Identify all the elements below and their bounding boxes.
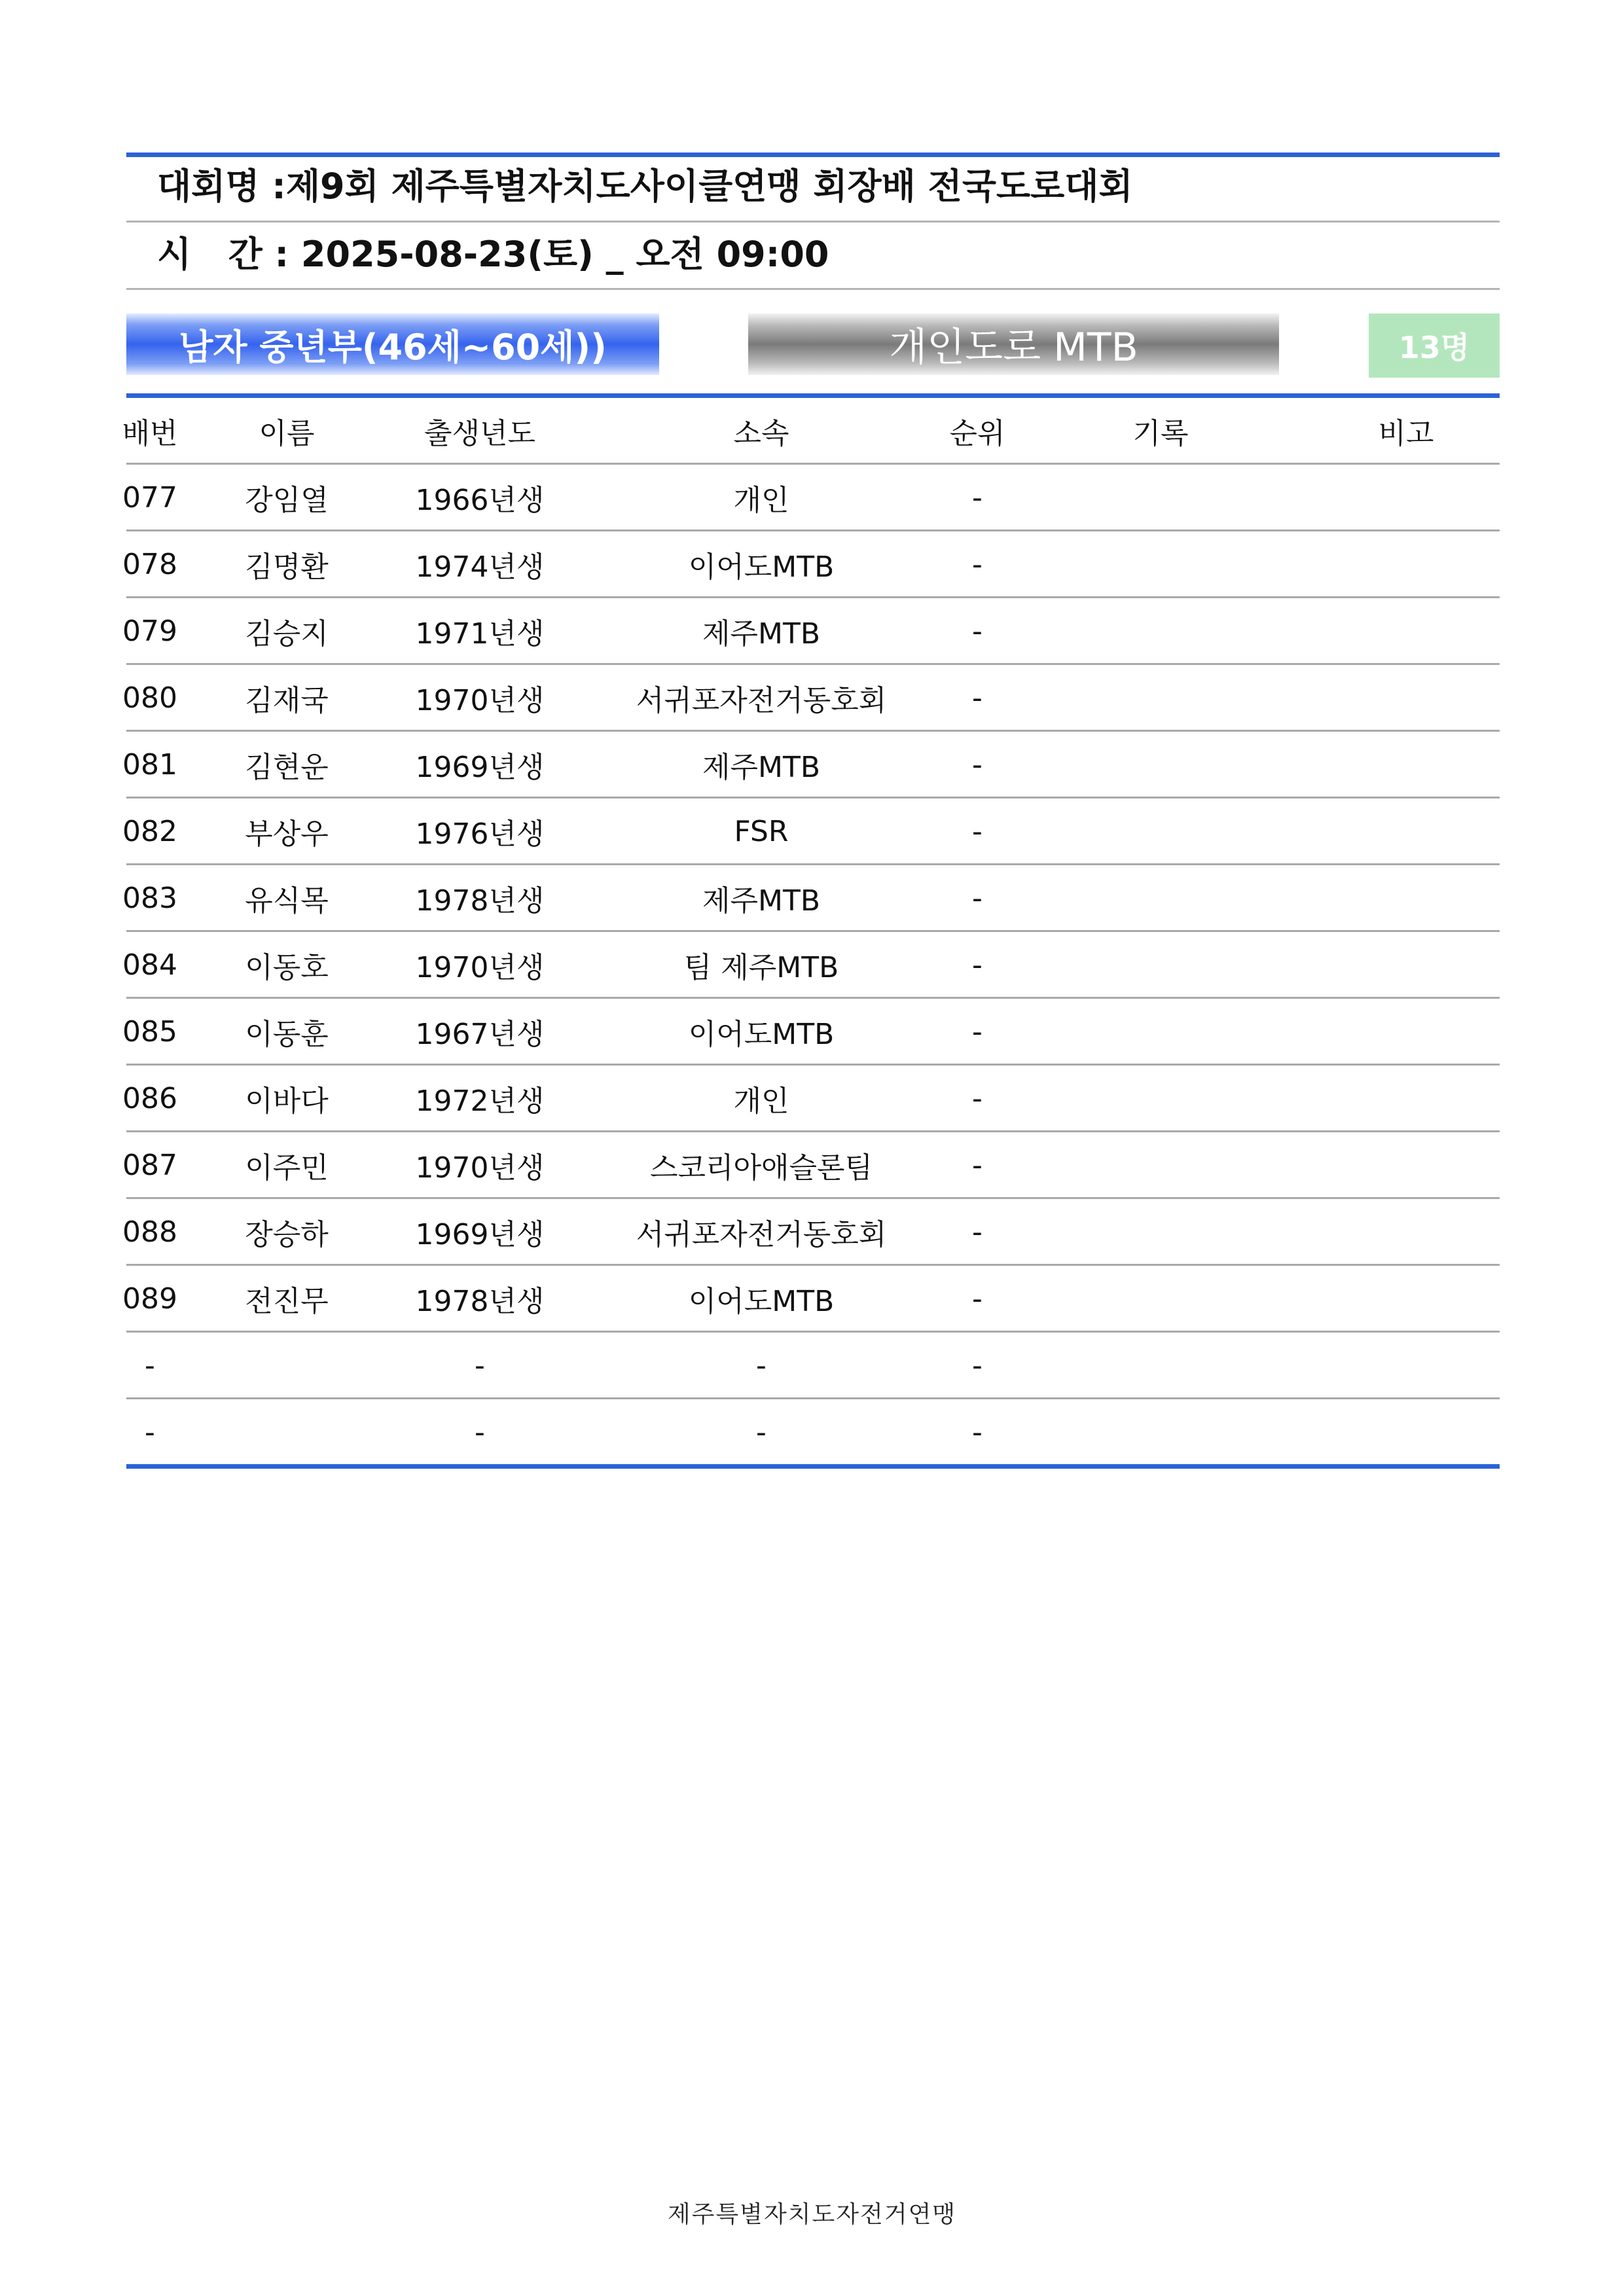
cell-record xyxy=(1121,1066,1200,1131)
cell-birth: - xyxy=(475,1348,485,1382)
cell-birth: 1970년생 xyxy=(415,684,545,717)
table-row xyxy=(122,732,1500,798)
col-header-record: 기록 xyxy=(1132,417,1189,450)
cell-birth: 1967년생 xyxy=(415,1018,545,1051)
cell-note xyxy=(1370,865,1442,931)
cell-bib: 087 xyxy=(122,1148,177,1182)
cell-record xyxy=(1121,598,1200,664)
event-type-banner xyxy=(748,314,1279,375)
cell-rank: - xyxy=(972,1014,983,1049)
event-title-line xyxy=(157,166,1133,207)
cell-name: 김승지 xyxy=(245,617,329,651)
cell-name xyxy=(234,1333,339,1398)
cell-birth: 1974년생 xyxy=(415,550,545,584)
cell-record xyxy=(1121,999,1200,1064)
cell-rank: - xyxy=(972,881,983,915)
cell-team: - xyxy=(756,1415,767,1449)
title-divider xyxy=(126,221,1500,223)
cell-team: 개인 xyxy=(733,484,789,517)
cell-rank: - xyxy=(972,1148,983,1182)
table-row xyxy=(122,1066,1500,1132)
event-name: 제9회 제주특별자치도사이클연맹 회장배 전국도로대회 xyxy=(285,166,1133,207)
col-header-name: 이름 xyxy=(259,417,315,450)
cell-team: 서귀포자전거동호회 xyxy=(636,684,887,717)
col-header-note: 비고 xyxy=(1378,417,1434,450)
cell-rank: - xyxy=(972,1215,983,1249)
cell-birth: 1966년생 xyxy=(415,484,545,517)
division-banner xyxy=(126,314,659,375)
cell-record xyxy=(1121,665,1200,730)
cell-record xyxy=(1121,531,1200,597)
time-line xyxy=(157,234,829,275)
cell-note xyxy=(1370,798,1442,864)
cell-birth: 1969년생 xyxy=(415,1218,545,1251)
cell-record xyxy=(1121,932,1200,997)
col-header-bib: 배번 xyxy=(122,417,178,450)
table-row xyxy=(122,865,1500,932)
cell-bib: 089 xyxy=(122,1282,177,1316)
cell-record xyxy=(1121,1132,1200,1198)
cell-name: 이주민 xyxy=(245,1151,329,1185)
cell-note xyxy=(1370,465,1442,530)
cell-bib: 079 xyxy=(122,614,177,648)
cell-name: 이바다 xyxy=(245,1085,329,1118)
cell-team: 제주MTB xyxy=(702,751,821,784)
cell-record xyxy=(1121,1333,1200,1398)
cell-bib: 083 xyxy=(122,881,177,915)
cell-bib: 078 xyxy=(122,547,177,581)
cell-record xyxy=(1121,732,1200,797)
cell-bib: 080 xyxy=(122,681,177,715)
cell-name: 김현운 xyxy=(245,751,329,784)
cell-name: 김명환 xyxy=(245,550,329,584)
cell-birth: 1970년생 xyxy=(415,951,545,984)
cell-rank: - xyxy=(972,747,983,781)
cell-rank: - xyxy=(972,614,983,648)
cell-name: 유식목 xyxy=(245,884,329,918)
cell-record xyxy=(1121,1266,1200,1331)
cell-rank: - xyxy=(972,1415,983,1449)
table-row xyxy=(122,1199,1500,1266)
table-row xyxy=(126,1399,1500,1466)
cell-note xyxy=(1370,1399,1442,1465)
cell-birth: 1972년생 xyxy=(415,1085,545,1118)
cell-name: 이동훈 xyxy=(245,1018,329,1051)
cell-team: 이어도MTB xyxy=(688,1018,835,1051)
cell-note xyxy=(1370,531,1442,597)
time-divider xyxy=(126,288,1500,290)
top-blue-rule xyxy=(126,152,1500,157)
participant-count: 13명 xyxy=(1398,330,1470,365)
cell-team: FSR xyxy=(734,814,789,848)
col-header-team: 소속 xyxy=(733,417,789,450)
footer-organization: 제주특별자치도자전거연맹 xyxy=(667,2201,957,2228)
cell-rank: - xyxy=(972,480,983,514)
cell-team: 이어도MTB xyxy=(688,1285,835,1318)
cell-record xyxy=(1121,1199,1200,1265)
time-label: 시 간 : xyxy=(157,234,301,275)
cell-birth: - xyxy=(475,1415,485,1449)
cell-bib: 081 xyxy=(122,747,177,781)
cell-team: 스코리아애슬론팀 xyxy=(649,1151,873,1185)
cell-note xyxy=(1370,999,1442,1064)
cell-name: 강임열 xyxy=(245,484,329,517)
cell-note xyxy=(1370,932,1442,997)
cell-note xyxy=(1370,665,1442,730)
cell-rank: - xyxy=(972,1081,983,1115)
cell-name: 전진무 xyxy=(245,1285,329,1318)
cell-birth: 1976년생 xyxy=(415,817,545,851)
cell-name: 이동호 xyxy=(245,951,329,984)
table-row xyxy=(122,465,1500,531)
cell-record xyxy=(1121,1399,1200,1465)
cell-rank: - xyxy=(972,814,983,848)
table-row xyxy=(122,531,1500,598)
table-row xyxy=(122,999,1500,1066)
cell-bib: - xyxy=(145,1348,155,1382)
cell-note xyxy=(1370,1333,1442,1398)
event-label: 대회명 : xyxy=(157,166,286,207)
col-header-birth: 출생년도 xyxy=(424,417,535,450)
table-row xyxy=(126,1333,1500,1399)
cell-birth: 1970년생 xyxy=(415,1151,545,1185)
cell-birth: 1978년생 xyxy=(415,1285,545,1318)
cell-rank: - xyxy=(972,547,983,581)
cell-note xyxy=(1370,732,1442,797)
participant-count-badge xyxy=(1369,314,1500,378)
table-row xyxy=(122,932,1500,999)
cell-rank: - xyxy=(972,681,983,715)
cell-bib: - xyxy=(145,1415,155,1449)
cell-rank: - xyxy=(972,1348,983,1382)
table-row xyxy=(122,598,1500,665)
cell-birth: 1969년생 xyxy=(415,751,545,784)
cell-birth: 1978년생 xyxy=(415,884,545,918)
cell-bib: 088 xyxy=(122,1215,177,1249)
cell-team: 개인 xyxy=(733,1085,789,1118)
cell-name xyxy=(234,1399,339,1465)
cell-note xyxy=(1370,1066,1442,1131)
cell-bib: 084 xyxy=(122,948,177,982)
cell-bib: 086 xyxy=(122,1081,177,1115)
cell-bib: 077 xyxy=(122,480,177,514)
cell-note xyxy=(1370,1266,1442,1331)
cell-record xyxy=(1121,798,1200,864)
cell-record xyxy=(1121,865,1200,931)
col-header-rank: 순위 xyxy=(949,417,1005,450)
table-top-rule xyxy=(126,393,1500,398)
time-value: 2025-08-23(토) _ 오전 09:00 xyxy=(300,234,829,275)
cell-record xyxy=(1121,465,1200,530)
cell-team: 제주MTB xyxy=(702,884,821,918)
table-header-row xyxy=(122,398,1500,465)
division-label: 남자 중년부(46세~60세)) xyxy=(179,326,607,368)
cell-note xyxy=(1370,1132,1442,1198)
table-row xyxy=(122,665,1500,732)
event-type-label: 개인도로 MTB xyxy=(889,325,1138,370)
cell-name: 장승하 xyxy=(245,1218,329,1251)
cell-team: 서귀포자전거동호회 xyxy=(636,1218,887,1251)
cell-name: 김재국 xyxy=(245,684,329,717)
cell-note xyxy=(1370,598,1442,664)
cell-bib: 082 xyxy=(122,814,177,848)
cell-note xyxy=(1370,1199,1442,1265)
cell-team: 이어도MTB xyxy=(688,550,835,584)
cell-name: 부상우 xyxy=(245,817,329,851)
cell-team: - xyxy=(756,1348,767,1382)
table-row xyxy=(122,1132,1500,1199)
cell-team: 팀 제주MTB xyxy=(683,951,839,984)
table-row xyxy=(122,798,1500,865)
cell-bib: 085 xyxy=(122,1014,177,1049)
cell-rank: - xyxy=(972,1282,983,1316)
cell-birth: 1971년생 xyxy=(415,617,545,651)
table-row xyxy=(122,1266,1500,1333)
table-bottom-rule xyxy=(126,1464,1500,1469)
cell-team: 제주MTB xyxy=(702,617,821,651)
cell-rank: - xyxy=(972,948,983,982)
